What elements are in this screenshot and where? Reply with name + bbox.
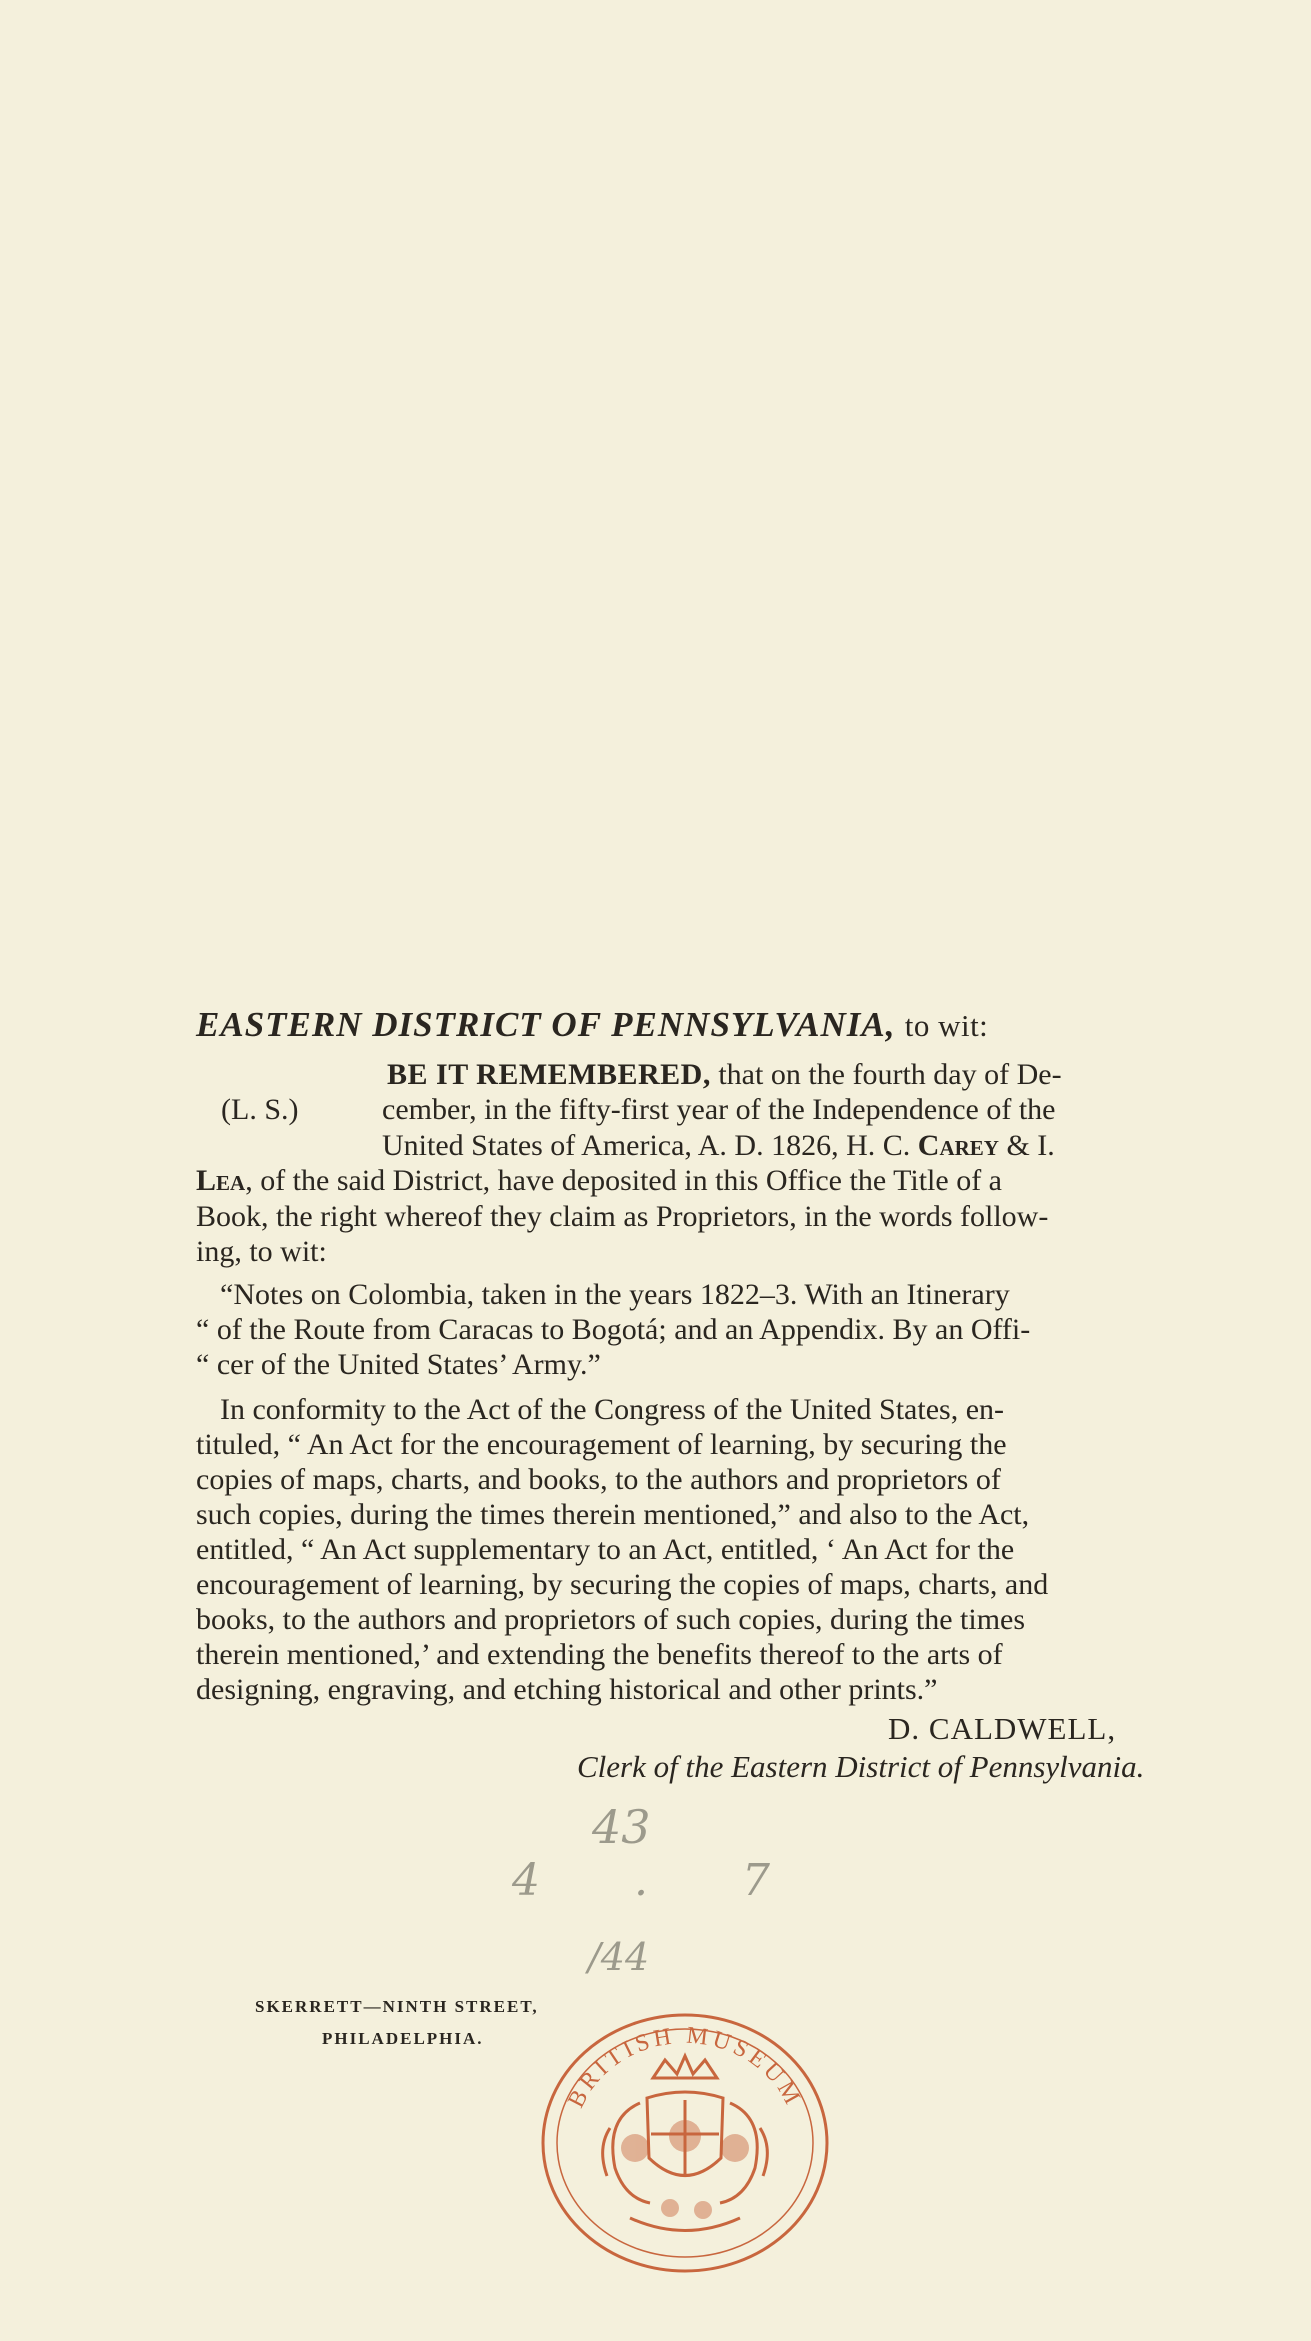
district-name: EASTERN DISTRICT OF PENNSYLVANIA, <box>196 1005 896 1044</box>
british-museum-stamp <box>535 2008 835 2278</box>
district-heading <box>196 1005 988 1045</box>
notice-line-2: cember, in the fifty-first year of the Independence of the <box>382 1093 1056 1126</box>
act-line-3: copies of maps, charts, and books, to the authors and proprietors of <box>196 1463 1001 1496</box>
stamp-text: BRITISH MUSEUM <box>563 2022 807 2112</box>
notice-line-4-rest: , of the said District, have deposited in this Office the Title of a <box>245 1164 1002 1197</box>
pencil-note-2: 4 . 7 <box>512 1855 810 1906</box>
act-line-7: books, to the authors and proprietors of such copies, during the times <box>196 1603 1026 1636</box>
printer-address-line-2: PHILADELPHIA. <box>322 2029 484 2048</box>
act-line-5: entitled, “ An Act supplementary to an Act, entitled, ‘ An Act for the <box>196 1533 1015 1566</box>
act-line-9: designing, engraving, and etching historical and other prints.” <box>196 1673 938 1706</box>
notice-line-1-rest: that on the fourth day of De- <box>710 1058 1062 1091</box>
publisher-carey: Carey <box>917 1129 999 1162</box>
act-line-6: encouragement of learning, by securing the copies of maps, charts, and <box>196 1568 1049 1601</box>
notice-line-3-b: & I. <box>998 1129 1055 1162</box>
clerk-title: Clerk of the Eastern District of Pennsylvania. <box>577 1749 1145 1784</box>
pencil-note-1: 43 <box>592 1800 651 1854</box>
publisher-lea: Lea <box>196 1164 246 1197</box>
notice-line-4 <box>196 1164 1002 1198</box>
quote-line-3: “ cer of the United States’ Army.” <box>196 1348 601 1381</box>
quote-line-1: “Notes on Colombia, taken in the years 1822–3. With an Itinerary <box>220 1278 1010 1311</box>
notice-line-6: ing, to wit: <box>196 1235 327 1268</box>
act-line-1: In conformity to the Act of the Congress of the United States, en- <box>220 1393 1004 1426</box>
notice-line-3-a: United States of America, A. D. 1826, H. C. <box>382 1129 918 1162</box>
seal-label: (L. S.) <box>221 1093 299 1126</box>
notice-line-5: Book, the right whereof they claim as Proprietors, in the words follow- <box>196 1200 1049 1233</box>
notice-line-3 <box>382 1129 1055 1163</box>
notice-line-1 <box>387 1058 1062 1092</box>
act-line-4: such copies, during the times therein mentioned,” and also to the Act, <box>196 1498 1030 1531</box>
quote-line-2: “ of the Route from Caracas to Bogotá; and an Appendix. By an Offi- <box>196 1313 1031 1346</box>
pencil-note-3: /44 <box>588 1935 650 1979</box>
be-it-remembered: BE IT REMEMBERED, <box>387 1058 711 1091</box>
to-wit-label: to wit: <box>904 1008 989 1043</box>
printer-address-line-1: SKERRETT—NINTH STREET, <box>255 1997 539 2016</box>
act-line-8: therein mentioned,’ and extending the benefits thereof to the arts of <box>196 1638 1003 1671</box>
act-line-2: tituled, “ An Act for the encouragement of learning, by securing the <box>196 1428 1007 1461</box>
clerk-name: D. CALDWELL, <box>888 1711 1117 1746</box>
